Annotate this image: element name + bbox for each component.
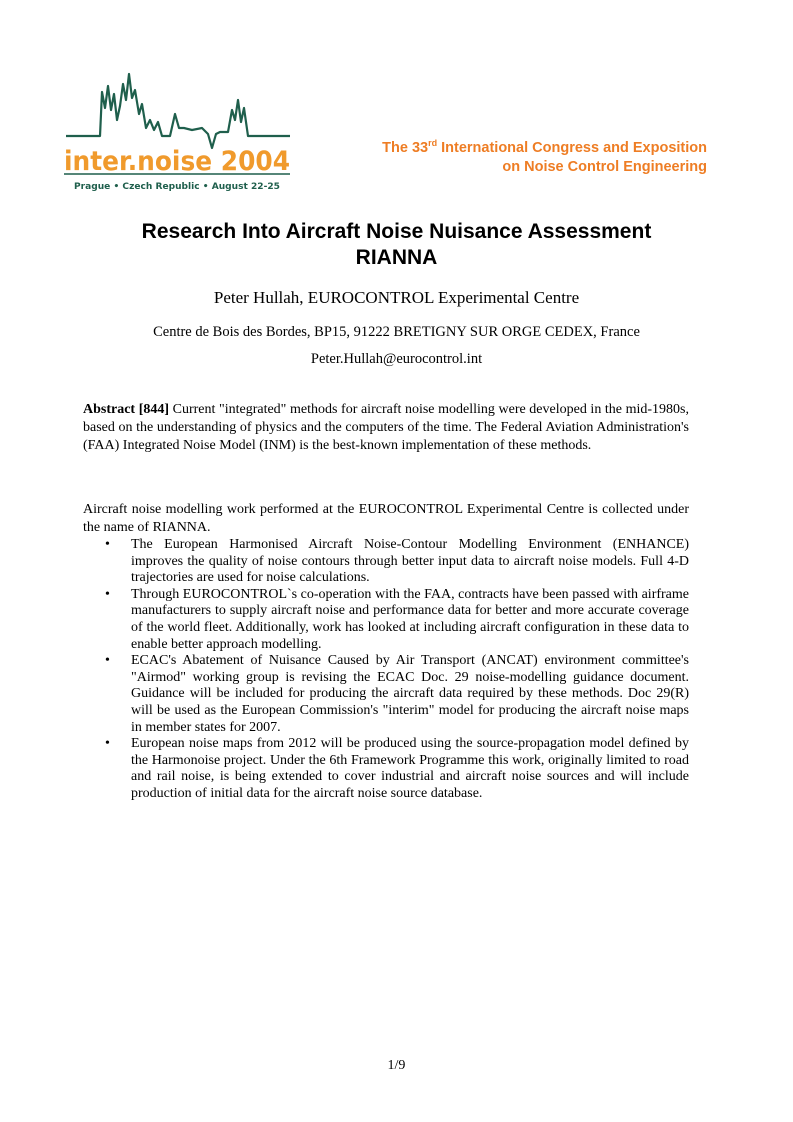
page-number: 1/9: [387, 1058, 406, 1073]
bullet-icon: •: [105, 653, 110, 669]
conference-logo: [62, 70, 294, 195]
bullet-icon: •: [105, 586, 110, 602]
author-address: Centre de Bois des Bordes, BP15, 91222 BRETIGNY SUR ORGE CEDEX, France: [153, 324, 640, 340]
author-line: Peter Hullah, EUROCONTROL Experimental Centre: [213, 288, 580, 307]
conference-line-2: on Noise Control Engineering: [502, 159, 707, 175]
title-line-2: RIANNA: [355, 246, 438, 269]
title-line-1: Research Into Aircraft Noise Nuisance Assessment: [141, 220, 652, 243]
intro-paragraph: Aircraft noise modelling work performed at the EUROCONTROL Experimental Centre is collected under the name of RIANNA.: [83, 502, 689, 535]
prague-skyline-logo: [62, 70, 294, 195]
list-item: • European noise maps from 2012 will be produced using the source-propagation model defined by the Harmonoise project. Under the 6th Framework Programme this work, originally limited to road and rail noise, is being extended to cover industrial and aircraft noise sources and will include production of initial data for the aircraft noise source database.: [105, 736, 689, 801]
list-item: • ECAC's Abatement of Nuisance Caused by Air Transport (ANCAT) environment committee's "Airmod" working group is revising the ECAC Doc. 29 noise-modelling guidance document. Guidance will be included for producing the aircraft data required by these methods. Doc 29(R) will be used as the European Commission's "interim" model for producing the aircraft noise maps in member states for 2007.: [105, 653, 689, 735]
abstract-text: Current "integrated" methods for aircraft noise modelling were developed in the mid-1980s, based on the understanding of physics and the computers of the time. The Federal Aviation Administration's (FAA) Integrated Noise Model (INM) is the best-known implementation of these methods.: [83, 402, 690, 453]
list-item: • Through EUROCONTROL`s co-operation with the FAA, contracts have been passed with airframe manufacturers to supply aircraft noise and performance data for better and more accurate coverage of the world fleet. Additionally, work has looked at including aircraft configuration in these data to enable better approach modelling.: [105, 586, 689, 652]
author-email: Peter.Hullah@eurocontrol.int: [310, 351, 483, 367]
conference-header: [382, 139, 707, 177]
paper-title: [40, 219, 753, 271]
abstract-paragraph: [83, 401, 689, 455]
list-item: • The European Harmonised Aircraft Noise-Contour Modelling Environment (ENHANCE) improves the quality of noise contours through better input data to aircraft noise models. Full 4-D trajectories are used for noise calculations.: [105, 537, 689, 586]
bullet-icon: •: [105, 537, 110, 552]
abstract-label: Abstract [844]: [83, 402, 170, 417]
conference-line-1: The 33rd International Congress and Exposition: [382, 138, 707, 156]
bullet-list: [83, 537, 689, 803]
logo-subtitle: Prague • Czech Republic • August 22-25: [74, 182, 281, 192]
logo-wordmark: inter.noise 2004: [64, 146, 290, 177]
bullet-icon: •: [105, 736, 110, 752]
